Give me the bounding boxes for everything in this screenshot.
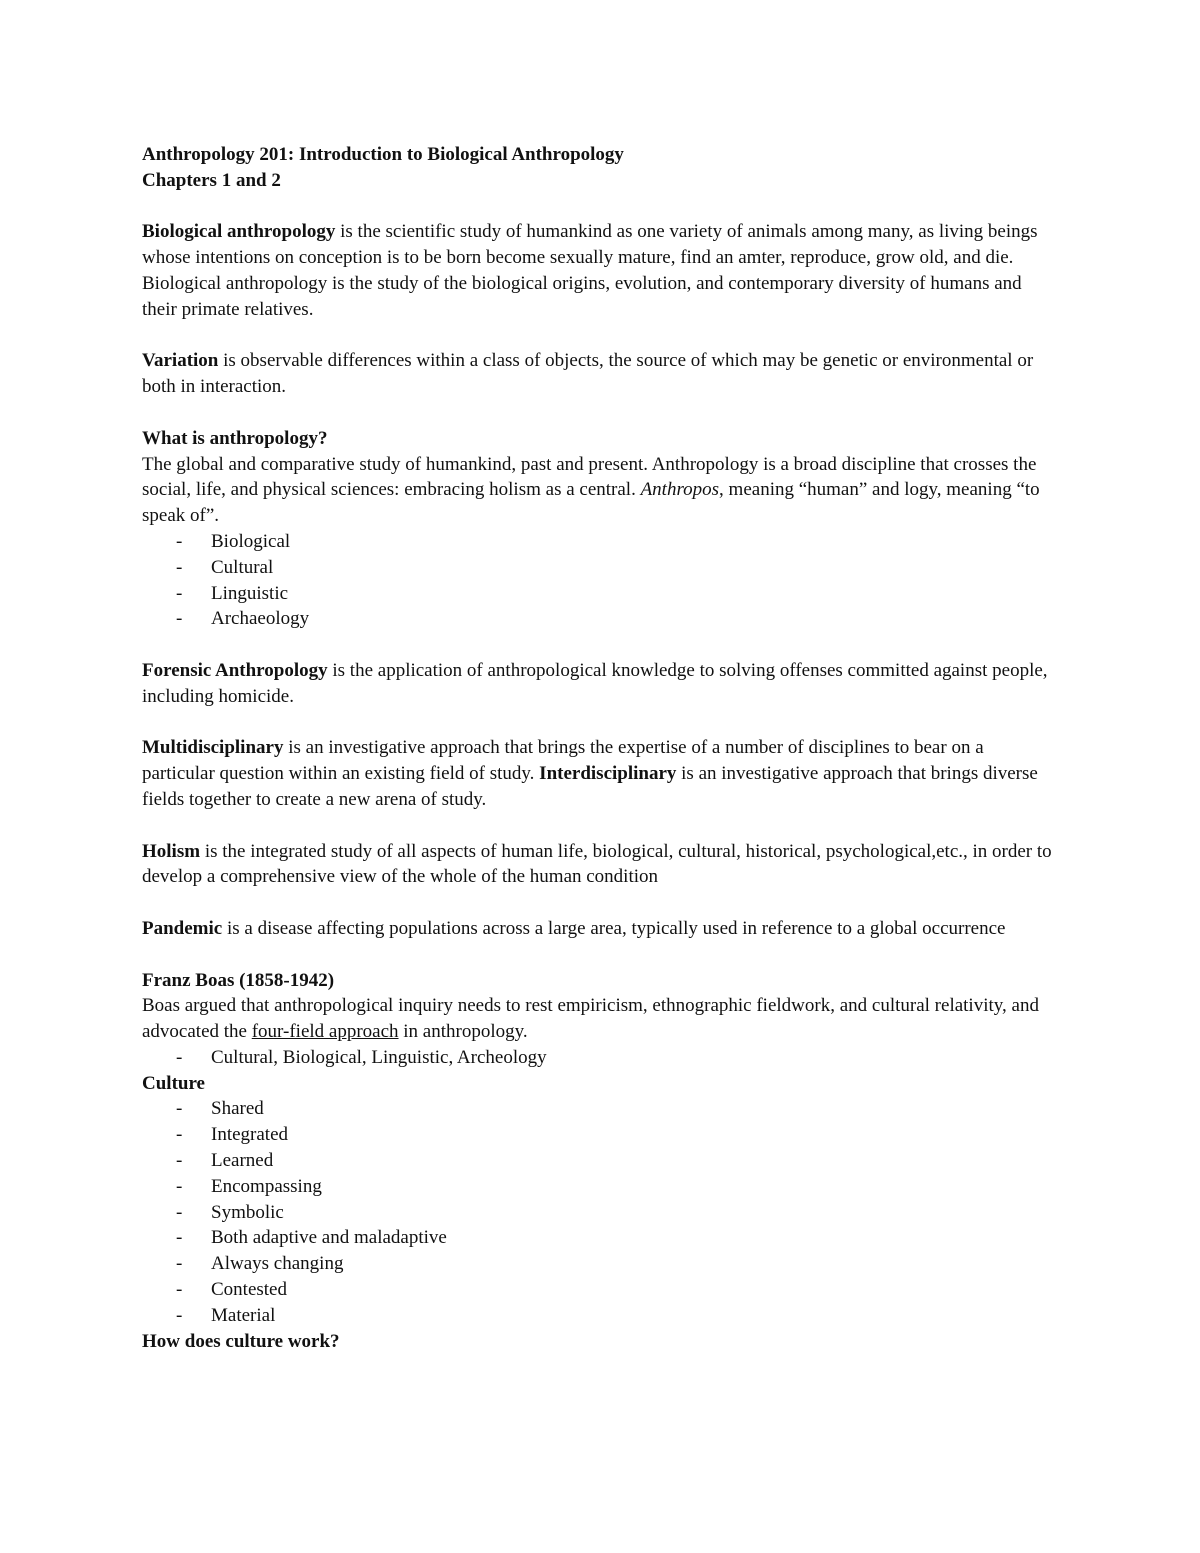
section-heading-how-does-culture-work: How does culture work? (142, 1330, 340, 1352)
paragraph-text: Boas argued that anthropological inquiry needs to rest empiricism, ethnographic fieldwork, and cultural relativity, and advocated the (142, 995, 1039, 1043)
definition-text: is a disease affecting populations across a large area, typically used in reference to a global occurrence (222, 917, 1006, 939)
term: Holism (142, 840, 201, 862)
culture-traits-list (142, 1096, 1052, 1328)
list-item (142, 1174, 1052, 1200)
spacer (142, 890, 1052, 916)
paragraph-text: The global and comparative study of humankind, past and present. Anthropology is a broad discipline that crosses the social, life, and physical sciences: embracing holism as a central. (142, 453, 1037, 501)
dash-bullet: - (176, 1150, 183, 1172)
list-item-text: Cultural (211, 556, 274, 578)
list-item-text: Shared (211, 1098, 264, 1120)
list-item-text: Encompassing (211, 1175, 322, 1197)
list-item (142, 1251, 1052, 1277)
dash-bullet: - (176, 1201, 183, 1223)
list-item (142, 1200, 1052, 1226)
definition-multidisciplinary (142, 735, 1052, 812)
definition-text: is the application of anthropological knowledge to solving offenses committed against people, including homicide. (142, 659, 1048, 707)
definition-forensic-anthropology (142, 658, 1052, 710)
spacer (142, 942, 1052, 968)
list-item (142, 1303, 1052, 1329)
list-item (142, 555, 1052, 581)
list-item-text: Learned (211, 1150, 274, 1172)
list-item-text: Contested (211, 1279, 287, 1301)
dash-bullet: - (176, 608, 183, 630)
spacer (142, 813, 1052, 839)
list-item (142, 606, 1052, 632)
list-item-text: Integrated (211, 1124, 289, 1146)
definition-text: is an investigative approach that brings the expertise of a number of disciplines to bear on a particular question within an existing field of study. (142, 737, 984, 785)
definition-holism (142, 839, 1052, 891)
term: Biological anthropology (142, 221, 336, 243)
list-item-text: Linguistic (211, 582, 289, 604)
list-item-text: Cultural, Biological, Linguistic, Archeology (211, 1046, 547, 1068)
four-field-list (142, 1045, 1052, 1071)
definition-variation (142, 348, 1052, 400)
term: Variation (142, 350, 219, 372)
section-heading-what-is-anthropology: What is anthropology? (142, 427, 328, 449)
document-subtitle: Chapters 1 and 2 (142, 169, 281, 191)
dash-bullet: - (176, 582, 183, 604)
anthropology-fields-list (142, 529, 1052, 632)
anthropology-paragraph (142, 452, 1052, 529)
list-item (142, 581, 1052, 607)
list-item-text: Material (211, 1304, 276, 1326)
spacer (142, 400, 1052, 426)
boas-paragraph (142, 993, 1052, 1045)
definition-text: is the integrated study of all aspects of human life, biological, cultural, historical, psychological,etc., in order to develop a comprehensive view of the whole of the human condition (142, 840, 1052, 888)
list-item (142, 1122, 1052, 1148)
term: Interdisciplinary (539, 763, 677, 785)
term: Multidisciplinary (142, 737, 284, 759)
definition-text: is an investigative approach that brings diverse fields together to create a new arena of study. (142, 763, 1038, 810)
dash-bullet: - (176, 1098, 183, 1120)
dash-bullet: - (176, 1175, 183, 1197)
dash-bullet: - (176, 1253, 183, 1275)
paragraph-text: , meaning “human” and logy, meaning “to speak of”. (142, 479, 1040, 527)
dash-bullet: - (176, 1279, 183, 1301)
definition-text: is the scientific study of humankind as one variety of animals among many, as living beings whose intentions on conception is to be born become sexually mature, find an amter, reproduce, grow old, and die. Biological anthropology is the study of the biological origins, evolution, and contemporary diversity of humans and their primate relatives. (142, 221, 1038, 320)
dash-bullet: - (176, 556, 183, 578)
list-item-text: Symbolic (211, 1201, 284, 1223)
list-item (142, 529, 1052, 555)
list-item-text: Biological (211, 530, 291, 552)
dash-bullet: - (176, 1304, 183, 1326)
list-item (142, 1277, 1052, 1303)
list-item (142, 1225, 1052, 1251)
spacer (142, 632, 1052, 658)
section-heading-franz-boas: Franz Boas (1858-1942) (142, 969, 335, 991)
dash-bullet: - (176, 1124, 183, 1146)
dash-bullet: - (176, 1046, 183, 1068)
document-page (142, 142, 1052, 1354)
section-heading-culture: Culture (142, 1072, 205, 1094)
list-item (142, 1045, 1052, 1071)
underlined-term: four-field approach (251, 1021, 399, 1043)
definition-text: is observable differences within a class of objects, the source of which may be genetic or environmental or both in interaction. (142, 350, 1034, 398)
definition-pandemic (142, 916, 1052, 942)
definition-biological-anthropology (142, 219, 1052, 322)
list-item-text: Both adaptive and maladaptive (211, 1227, 447, 1249)
spacer (142, 194, 1052, 220)
spacer (142, 323, 1052, 349)
term: Pandemic (142, 917, 223, 939)
paragraph-text: in anthropology. (398, 1021, 528, 1043)
spacer (142, 710, 1052, 736)
italic-term: Anthropos (640, 479, 720, 501)
list-item-text: Always changing (211, 1253, 344, 1275)
dash-bullet: - (176, 530, 183, 552)
term: Forensic Anthropology (142, 659, 328, 681)
dash-bullet: - (176, 1227, 183, 1249)
list-item (142, 1096, 1052, 1122)
list-item-text: Archaeology (211, 608, 310, 630)
list-item (142, 1148, 1052, 1174)
document-title: Anthropology 201: Introduction to Biological Anthropology (142, 144, 624, 165)
